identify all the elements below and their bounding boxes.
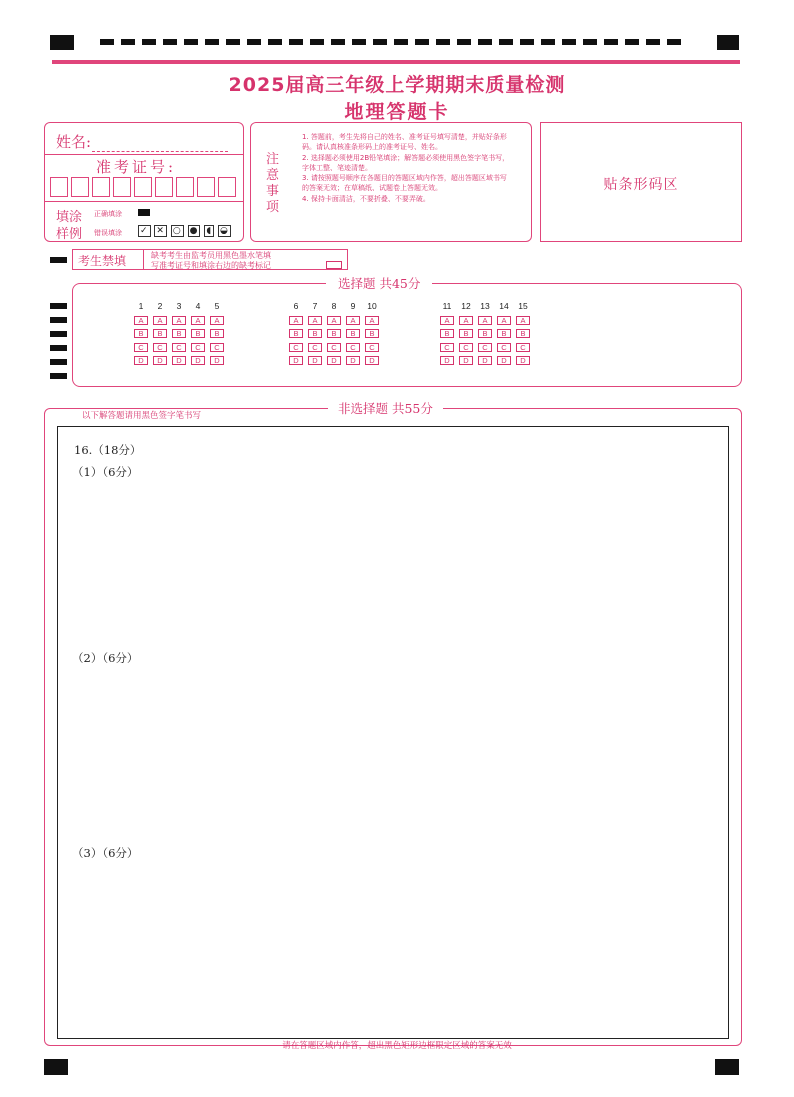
absent-mark-box[interactable] — [326, 261, 342, 269]
answer-bubble-12-B[interactable]: B — [459, 329, 473, 338]
exam-title: 2025届高三年级上学期期末质量检测 — [228, 74, 566, 96]
timing-dash — [394, 39, 408, 45]
answer-bubble-4-A[interactable]: A — [191, 316, 205, 325]
answer-bubble-10-C[interactable]: C — [365, 343, 379, 352]
nonchoice-instruction: 以下解答题请用黑色签字笔书写 — [82, 411, 202, 421]
exam-id-cell[interactable] — [50, 177, 68, 197]
footer-note: 请在答题区域内作答，超出黑色矩形边框限定区域的答案无效 — [282, 1041, 512, 1051]
answer-bubble-11-C[interactable]: C — [440, 343, 454, 352]
wrong-fill-label: 错误填涂 — [94, 229, 122, 237]
answer-bubble-3-C[interactable]: C — [172, 343, 186, 352]
answer-bubble-3-A[interactable]: A — [172, 316, 186, 325]
question-number: 2 — [157, 301, 163, 311]
answer-area[interactable] — [57, 426, 729, 1039]
notice-item: 4. 保持卡面清洁，不要折叠、不要弄破。 — [302, 194, 430, 203]
timing-dash — [163, 39, 177, 45]
timing-dash — [457, 39, 471, 45]
q16-part3-label: （3）（6分） — [72, 846, 139, 860]
answer-bubble-15-A[interactable]: A — [516, 316, 530, 325]
timing-dash — [121, 39, 135, 45]
answer-bubble-6-B[interactable]: B — [289, 329, 303, 338]
row-mark-absent — [50, 257, 67, 263]
answer-bubble-9-B[interactable]: B — [346, 329, 360, 338]
name-underline[interactable] — [92, 151, 228, 152]
answer-bubble-13-A[interactable]: A — [478, 316, 492, 325]
answer-bubble-6-C[interactable]: C — [289, 343, 303, 352]
question-number: 13 — [480, 301, 490, 311]
timing-dash — [583, 39, 597, 45]
row-mark — [50, 331, 67, 337]
answer-bubble-5-A[interactable]: A — [210, 316, 224, 325]
answer-bubble-4-D[interactable]: D — [191, 356, 205, 365]
answer-bubble-4-C[interactable]: C — [191, 343, 205, 352]
answer-bubble-11-A[interactable]: A — [440, 316, 454, 325]
answer-bubble-8-D[interactable]: D — [327, 356, 341, 365]
question-number: 6 — [293, 301, 299, 311]
answer-bubble-2-B[interactable]: B — [153, 329, 167, 338]
question-number: 1 — [138, 301, 144, 311]
answer-bubble-6-D[interactable]: D — [289, 356, 303, 365]
question-number: 9 — [350, 301, 356, 311]
answer-bubble-13-C[interactable]: C — [478, 343, 492, 352]
exam-id-cell[interactable] — [155, 177, 173, 197]
absent-instruction-2: 写准考证号和填涂右边的缺考标记 — [151, 261, 271, 270]
question-number: 7 — [312, 301, 318, 311]
question-number: 5 — [214, 301, 220, 311]
answer-bubble-14-A[interactable]: A — [497, 316, 511, 325]
exam-id-cell[interactable] — [176, 177, 194, 197]
header-rule — [52, 60, 740, 64]
timing-dash — [436, 39, 450, 45]
q16-part1-label: （1）（6分） — [72, 465, 139, 479]
timing-dash — [499, 39, 513, 45]
answer-bubble-14-C[interactable]: C — [497, 343, 511, 352]
row-mark — [50, 359, 67, 365]
fill-divider — [44, 201, 244, 202]
exam-id-cell[interactable] — [197, 177, 215, 197]
answer-bubble-1-B[interactable]: B — [134, 329, 148, 338]
answer-bubble-11-D[interactable]: D — [440, 356, 454, 365]
answer-bubble-8-A[interactable]: A — [327, 316, 341, 325]
timing-dash — [373, 39, 387, 45]
q16-part2-label: （2）（6分） — [72, 651, 139, 665]
answer-bubble-8-B[interactable]: B — [327, 329, 341, 338]
correct-fill-sample — [138, 209, 150, 216]
question-number: 4 — [195, 301, 201, 311]
answer-bubble-1-C[interactable]: C — [134, 343, 148, 352]
correct-fill-label: 正确填涂 — [94, 210, 122, 218]
wrong-cross-icon: ✕ — [156, 226, 165, 236]
barcode-label: 贴条形码区 — [603, 177, 679, 193]
answer-bubble-1-D[interactable]: D — [134, 356, 148, 365]
answer-bubble-7-A[interactable]: A — [308, 316, 322, 325]
answer-bubble-5-D[interactable]: D — [210, 356, 224, 365]
answer-bubble-12-C[interactable]: C — [459, 343, 473, 352]
absent-divider — [143, 249, 144, 270]
timing-dash — [478, 39, 492, 45]
wrong-check-icon: ✓ — [140, 226, 149, 236]
answer-bubble-4-B[interactable]: B — [191, 329, 205, 338]
timing-dash — [184, 39, 198, 45]
row-mark — [50, 373, 67, 379]
question-number: 8 — [331, 301, 337, 311]
wrong-smudge-icon: ◒ — [219, 226, 229, 236]
answer-bubble-7-D[interactable]: D — [308, 356, 322, 365]
answer-bubble-6-A[interactable]: A — [289, 316, 303, 325]
answer-bubble-15-D[interactable]: D — [516, 356, 530, 365]
question-number: 15 — [518, 301, 528, 311]
exam-id-cell[interactable] — [92, 177, 110, 197]
fill-sample-label-1: 填涂 — [56, 210, 83, 225]
timing-dash — [331, 39, 345, 45]
timing-dash — [562, 39, 576, 45]
timing-dash — [268, 39, 282, 45]
answer-bubble-3-B[interactable]: B — [172, 329, 186, 338]
timing-dash — [667, 39, 681, 45]
exam-id-cell[interactable] — [113, 177, 131, 197]
choice-title: 选择题 共45分 — [326, 274, 432, 292]
answer-bubble-7-B[interactable]: B — [308, 329, 322, 338]
corner-mark-bottom-left — [44, 1059, 68, 1075]
timing-dash — [310, 39, 324, 45]
timing-dash — [226, 39, 240, 45]
timing-dash — [604, 39, 618, 45]
answer-bubble-5-B[interactable]: B — [210, 329, 224, 338]
timing-dash — [289, 39, 303, 45]
card-subtitle: 地理答题卡 — [344, 101, 450, 123]
fill-sample-label-2: 样例 — [56, 227, 83, 242]
row-mark — [50, 317, 67, 323]
exam-id-cell[interactable] — [218, 177, 236, 197]
exam-id-cell[interactable] — [134, 177, 152, 197]
question-number: 14 — [499, 301, 509, 311]
answer-bubble-1-A[interactable]: A — [134, 316, 148, 325]
timing-dash — [100, 39, 114, 45]
info-divider — [44, 154, 244, 155]
timing-dash — [415, 39, 429, 45]
answer-bubble-9-D[interactable]: D — [346, 356, 360, 365]
wrong-circle-icon: ○ — [172, 226, 182, 236]
answer-bubble-7-C[interactable]: C — [308, 343, 322, 352]
corner-mark-top-right — [717, 35, 739, 50]
answer-bubble-2-A[interactable]: A — [153, 316, 167, 325]
wrong-fill-samples — [138, 226, 231, 236]
wrong-dot-icon: ● — [189, 226, 199, 236]
notice-heading: 注意事项 — [266, 152, 280, 215]
answer-bubble-10-A[interactable]: A — [365, 316, 379, 325]
timing-dash — [646, 39, 660, 45]
timing-dash — [142, 39, 156, 45]
answer-bubble-5-C[interactable]: C — [210, 343, 224, 352]
answer-bubble-10-D[interactable]: D — [365, 356, 379, 365]
notice-item: 1. 答题前，考生先将自己的姓名、准考证号填写清楚，并贴好条形码。请认真核准条形码上的准考证号、姓名。 — [302, 133, 507, 152]
timing-dash — [352, 39, 366, 45]
question-number: 11 — [442, 301, 452, 311]
q16-label: 16.（18分） — [74, 443, 142, 457]
answer-bubble-3-D[interactable]: D — [172, 356, 186, 365]
answer-bubble-12-A[interactable]: A — [459, 316, 473, 325]
timing-dash — [205, 39, 219, 45]
exam-id-cell[interactable] — [71, 177, 89, 197]
timing-dash — [625, 39, 639, 45]
row-mark — [50, 303, 67, 309]
timing-dash — [247, 39, 261, 45]
timing-dash — [520, 39, 534, 45]
answer-bubble-2-C[interactable]: C — [153, 343, 167, 352]
answer-bubble-8-C[interactable]: C — [327, 343, 341, 352]
question-number: 3 — [176, 301, 182, 311]
corner-mark-top-left — [50, 35, 74, 50]
absent-label: 考生禁填 — [78, 254, 127, 268]
absent-instruction-1: 缺考考生由监考员用黑色墨水笔填 — [151, 251, 271, 260]
answer-bubble-9-C[interactable]: C — [346, 343, 360, 352]
answer-bubble-2-D[interactable]: D — [153, 356, 167, 365]
notice-list — [302, 132, 510, 204]
answer-bubble-14-D[interactable]: D — [497, 356, 511, 365]
notice-item: 2. 选择题必须使用2B铅笔填涂；解答题必须使用黑色签字笔书写，字体工整、笔迹清楚。 — [302, 153, 510, 172]
answer-bubble-15-C[interactable]: C — [516, 343, 530, 352]
wrong-half-icon: ◖ — [206, 226, 213, 236]
question-number: 12 — [461, 301, 471, 311]
notice-item: 3. 请按照题号顺序在各题目的答题区域内作答，超出答题区域书写的答案无效；在草稿纸、试题卷上答题无效。 — [302, 174, 507, 193]
answer-bubble-13-D[interactable]: D — [478, 356, 492, 365]
answer-bubble-10-B[interactable]: B — [365, 329, 379, 338]
answer-bubble-15-B[interactable]: B — [516, 329, 530, 338]
answer-bubble-14-B[interactable]: B — [497, 329, 511, 338]
nonchoice-title: 非选择题 共55分 — [328, 399, 443, 417]
question-number: 10 — [367, 301, 377, 311]
exam-id-label: 准考证号: — [96, 158, 177, 176]
answer-bubble-12-D[interactable]: D — [459, 356, 473, 365]
timing-dash — [541, 39, 555, 45]
answer-bubble-9-A[interactable]: A — [346, 316, 360, 325]
name-label: 姓名: — [56, 133, 92, 151]
row-mark — [50, 345, 67, 351]
corner-mark-bottom-right — [715, 1059, 739, 1075]
answer-bubble-11-B[interactable]: B — [440, 329, 454, 338]
answer-bubble-13-B[interactable]: B — [478, 329, 492, 338]
